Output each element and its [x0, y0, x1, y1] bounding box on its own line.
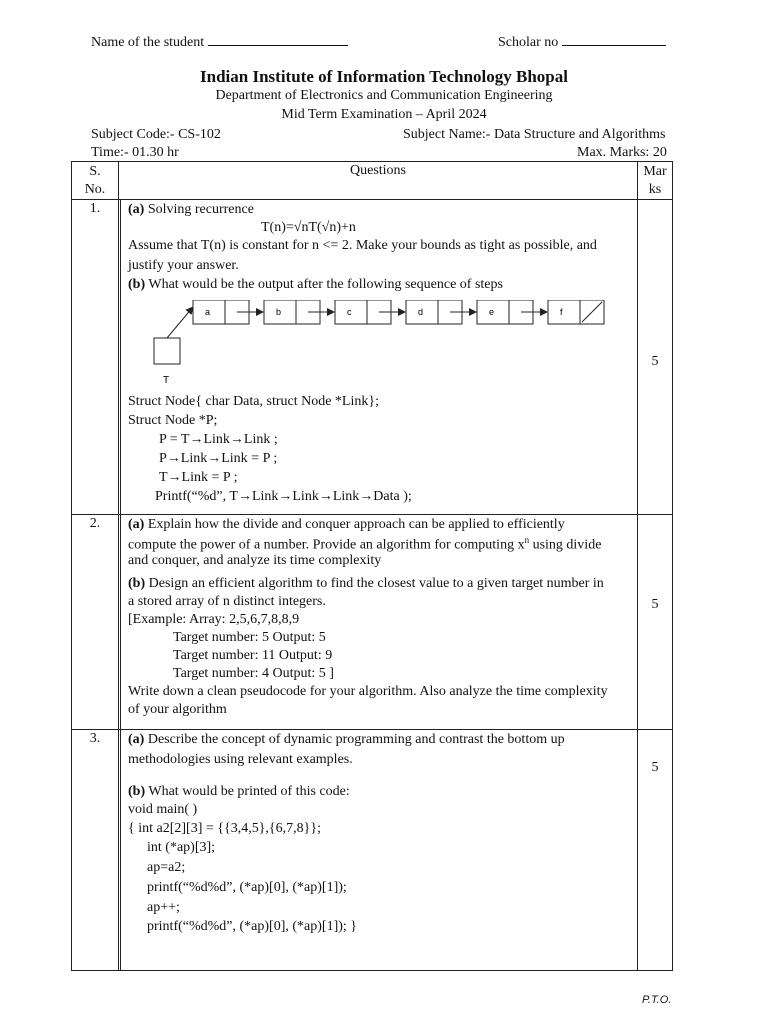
q2-marks-cell	[638, 515, 673, 730]
q2b-line1	[128, 576, 604, 592]
q2a-text1: Explain how the divide and conquer approach can be applied to efficiently	[144, 517, 565, 532]
q1-recurrence: T(n)=√nT(√n)+n	[261, 220, 356, 235]
student-name-label: Name of the student	[91, 35, 205, 50]
node-label: d	[418, 307, 424, 317]
q3a-text1: Describe the concept of dynamic programming and contrast the bottom up	[144, 732, 565, 747]
q1-number: 1.	[89, 201, 101, 216]
node-label: f	[560, 307, 563, 317]
q1-number-cell	[72, 200, 119, 515]
q2a-text2b: using divide	[529, 537, 602, 553]
list-node-e	[477, 300, 547, 324]
q1-marks-cell	[638, 200, 673, 515]
q2a-line2	[128, 535, 601, 554]
q1b-text: What would be the output after the following sequence of steps	[145, 277, 503, 292]
q2b-line4: Target number: 5 Output: 5	[173, 630, 326, 645]
pointer-t-arrow	[167, 307, 193, 338]
q2b-line2: a stored array of n distinct integers.	[128, 594, 326, 609]
q3a-tag: (a)	[128, 732, 145, 747]
pointer-t-label: T	[163, 375, 170, 386]
question-row-3	[72, 730, 673, 971]
q1-assume-line2: justify your answer.	[128, 258, 239, 273]
q1a-text: Solving recurrence	[144, 202, 254, 217]
q2b-line8: of your algorithm	[128, 702, 227, 717]
q1-code-line1: Struct Node{ char Data, struct Node *Link};	[128, 394, 379, 409]
q1-assume-line1: Assume that T(n) is constant for n <= 2. Make your bounds as tight as possible, and	[128, 238, 597, 253]
q1-code-line5: T→Link = P ;	[159, 470, 238, 485]
q3-code-line2: { int a2[2][3] = {{3,4,5},{6,7,8}};	[128, 821, 321, 836]
scholar-no-label: Scholar no	[498, 35, 559, 50]
table-header-row	[72, 162, 673, 200]
question-row-2	[72, 515, 673, 730]
q2b-line6: Target number: 4 Output: 5 ]	[173, 666, 334, 681]
q2a-line3: and conquer, and analyze its time complexity	[128, 553, 382, 568]
q2b-line3: [Example: Array: 2,5,6,7,8,8,9	[128, 612, 300, 627]
sno-header-line2: No.	[84, 182, 106, 197]
sno-header-line1: S.	[89, 164, 101, 179]
marks-header-line1: Mar	[643, 164, 667, 179]
list-node-b	[264, 300, 334, 324]
exam-time: Time:- 01.30 hr	[91, 145, 179, 160]
scholar-no-blank	[562, 35, 666, 46]
q2a-superscript: n	[524, 535, 530, 545]
q3-code-line3: int (*ap)[3];	[147, 840, 216, 855]
q1b-tag: (b)	[128, 277, 146, 292]
node-label: c	[347, 307, 352, 317]
exam-name: Mid Term Examination – April 2024	[281, 107, 487, 122]
q3-marks: 5	[651, 760, 659, 775]
q3-code-line7: printf(“%d%d”, (*ap)[0], (*ap)[1]); }	[147, 919, 358, 934]
q3-marks-cell	[638, 730, 673, 971]
subject-name: Subject Name:- Data Structure and Algorithms	[403, 127, 666, 142]
q1-code-line2: Struct Node *P;	[128, 413, 218, 428]
q3-code-line6: ap++;	[147, 900, 180, 915]
questions-header-label: Questions	[350, 163, 406, 178]
q1b-heading	[128, 277, 503, 293]
subject-code: Subject Code:- CS-102	[91, 127, 221, 142]
node-label: a	[205, 307, 211, 317]
node-label: e	[489, 307, 495, 317]
q1-code-line3: P = T→Link→Link ;	[159, 432, 278, 447]
q2-number-cell	[72, 515, 119, 730]
student-name-field	[91, 35, 348, 51]
q3-code-line5: printf(“%d%d”, (*ap)[0], (*ap)[1]);	[147, 880, 347, 895]
q2-marks: 5	[651, 597, 659, 612]
q1a-heading	[128, 202, 254, 218]
q3b-text: What would be printed of this code:	[145, 784, 350, 799]
q3-code-line1: void main( )	[128, 802, 198, 817]
q2a-line1	[128, 517, 565, 533]
list-node-f	[548, 300, 604, 324]
q3a-line2: methodologies using relevant examples.	[128, 752, 353, 767]
department-name: Department of Electronics and Communication Engineering	[215, 88, 553, 103]
q3a-line1	[128, 732, 565, 748]
q2-content	[119, 515, 638, 730]
q3-number-cell	[72, 730, 119, 971]
questions-header	[119, 162, 638, 200]
node-data-cell	[548, 300, 580, 324]
q2-number: 2.	[89, 516, 101, 531]
q1-code-line6: Printf(“%d”, T→Link→Link→Link→Data );	[155, 489, 412, 504]
q2a-text2: compute the power of a number. Provide an algorithm for computing x	[128, 537, 525, 553]
q2b-line7: Write down a clean pseudocode for your algorithm. Also analyze the time complexity	[128, 684, 608, 699]
q2b-tag: (b)	[128, 576, 146, 591]
q1-marks: 5	[651, 354, 659, 369]
q3-code-line4: ap=a2;	[147, 860, 186, 875]
student-name-blank	[208, 35, 348, 46]
list-node-c	[335, 300, 405, 324]
marks-header-line2: ks	[648, 182, 662, 197]
q1a-tag: (a)	[128, 202, 145, 217]
scholar-no-field	[498, 35, 666, 51]
q3-number: 3.	[89, 731, 101, 746]
q3b-heading	[128, 784, 350, 800]
list-node-a	[193, 300, 263, 324]
institute-title: Indian Institute of Information Technology Bhopal	[200, 67, 568, 86]
question-table	[71, 161, 673, 971]
q2a-tag: (a)	[128, 517, 145, 532]
list-node-d	[406, 300, 476, 324]
question-row-1	[72, 200, 673, 515]
max-marks: Max. Marks: 20	[577, 145, 667, 160]
please-turn-over: P.T.O.	[642, 994, 672, 1006]
linked-list-diagram	[151, 300, 611, 390]
q3b-tag: (b)	[128, 784, 146, 799]
q3-content	[119, 730, 638, 971]
null-link-slash	[582, 302, 602, 322]
sno-header	[72, 162, 119, 200]
node-label: b	[276, 307, 282, 317]
q2b-line5: Target number: 11 Output: 9	[173, 648, 333, 663]
marks-header	[638, 162, 673, 200]
pointer-t-box	[154, 338, 180, 364]
q1-code-line4: P→Link→Link = P ;	[159, 451, 278, 466]
q1-content	[119, 200, 638, 515]
q2b-text1: Design an efficient algorithm to find the closest value to a given target number in	[145, 576, 604, 591]
